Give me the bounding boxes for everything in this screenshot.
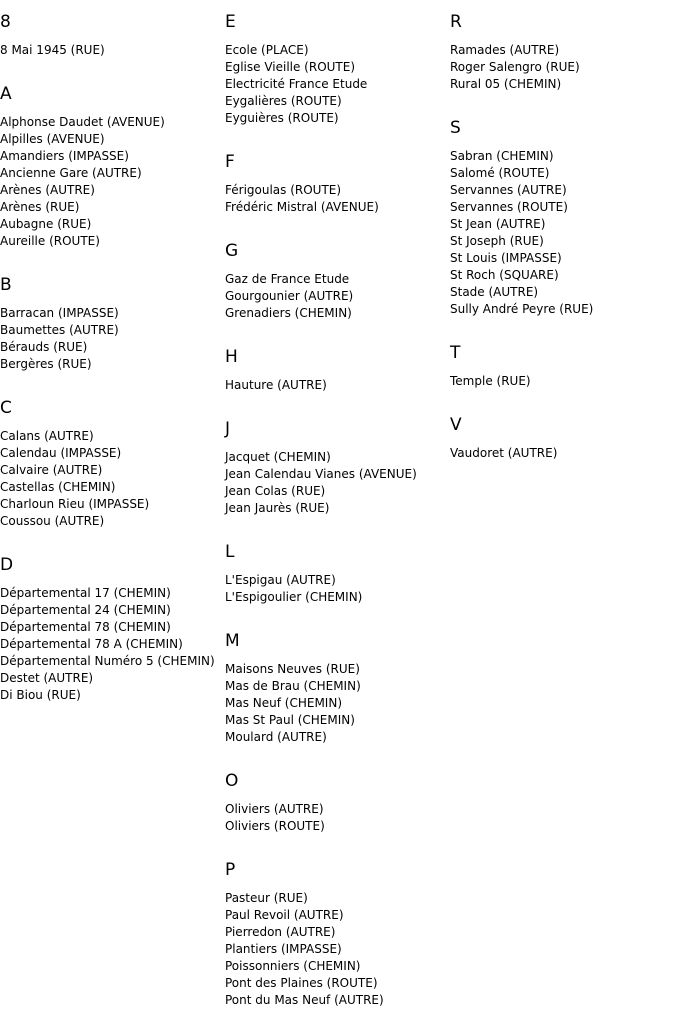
street-item: Mas Neuf (CHEMIN) (225, 696, 342, 710)
street-item: Bergères (RUE) (0, 357, 92, 371)
letter-section (450, 12, 675, 93)
street-item: Gaz de France Etude (225, 272, 350, 286)
street-item: L'Espigau (AUTRE) (225, 573, 336, 587)
street-item: Di Biou (RUE) (0, 688, 81, 702)
letter-section (450, 343, 675, 390)
street-item: Ramades (AUTRE) (450, 43, 560, 57)
street-item: Arènes (AUTRE) (0, 183, 95, 197)
street-item: Ancienne Gare (AUTRE) (0, 166, 142, 180)
street-item: Vaudoret (AUTRE) (450, 446, 558, 460)
section-letter-heading: S (450, 118, 461, 138)
street-item: Servannes (ROUTE) (450, 200, 568, 214)
street-list (0, 585, 225, 704)
street-list (225, 661, 450, 746)
street-item: Départemental Numéro 5 (CHEMIN) (0, 654, 215, 668)
street-item: Temple (RUE) (450, 374, 531, 388)
letter-section (225, 771, 450, 835)
street-list (225, 377, 450, 394)
street-item: Oliviers (AUTRE) (225, 802, 324, 816)
street-item: Aubagne (RUE) (0, 217, 92, 231)
street-item: Coussou (AUTRE) (0, 514, 105, 528)
street-list (225, 449, 450, 517)
street-item: Pasteur (RUE) (225, 891, 308, 905)
section-letter-heading: T (450, 343, 461, 363)
street-item: Départemental 78 (CHEMIN) (0, 620, 171, 634)
street-list (0, 305, 225, 373)
street-list (225, 42, 450, 127)
letter-section (225, 241, 450, 322)
street-list (0, 42, 225, 59)
section-letter-heading: V (450, 415, 462, 435)
street-item: 8 Mai 1945 (RUE) (0, 43, 105, 57)
section-letter-heading: B (0, 275, 12, 295)
section-letter-heading: A (0, 84, 12, 104)
street-item: Castellas (CHEMIN) (0, 480, 116, 494)
street-item: Ecole (PLACE) (225, 43, 309, 57)
street-item: Jacquet (CHEMIN) (225, 450, 331, 464)
street-item: Départemental 24 (CHEMIN) (0, 603, 171, 617)
street-item: St Louis (IMPASSE) (450, 251, 562, 265)
street-item: Grenadiers (CHEMIN) (225, 306, 352, 320)
street-item: Destet (AUTRE) (0, 671, 94, 685)
section-letter-heading: F (225, 152, 235, 172)
section-letter-heading: J (225, 419, 231, 439)
section-letter-heading: H (225, 347, 238, 367)
street-item: Jean Colas (RUE) (225, 484, 326, 498)
section-letter-heading: E (225, 12, 236, 32)
street-item: Eglise Vieille (ROUTE) (225, 60, 356, 74)
letter-section (225, 542, 450, 606)
letter-section (225, 152, 450, 216)
street-item: Départemental 78 A (CHEMIN) (0, 637, 183, 651)
street-item: St Jean (AUTRE) (450, 217, 546, 231)
street-item: Salomé (ROUTE) (450, 166, 550, 180)
letter-section (225, 631, 450, 746)
letter-section (450, 118, 675, 318)
street-item: Pierredon (AUTRE) (225, 925, 336, 939)
street-item: Alpilles (AVENUE) (0, 132, 105, 146)
street-item: Calendau (IMPASSE) (0, 446, 122, 460)
street-item: L'Espigoulier (CHEMIN) (225, 590, 363, 604)
street-column-2 (225, 12, 450, 1034)
section-letter-heading: 8 (0, 12, 11, 32)
street-item: Frédéric Mistral (AVENUE) (225, 200, 379, 214)
street-item: Moulard (AUTRE) (225, 730, 327, 744)
street-item: Charloun Rieu (IMPASSE) (0, 497, 150, 511)
street-item: Plantiers (IMPASSE) (225, 942, 342, 956)
street-item: Pont du Mas Neuf (AUTRE) (225, 993, 384, 1007)
letter-section (450, 415, 675, 462)
letter-section (0, 275, 225, 373)
street-list (225, 572, 450, 606)
letter-section (0, 12, 225, 59)
street-column-3 (450, 12, 675, 487)
street-item: Jean Jaurès (RUE) (225, 501, 330, 515)
street-item: Calvaire (AUTRE) (0, 463, 103, 477)
street-item: Paul Revoil (AUTRE) (225, 908, 344, 922)
street-item: Arènes (RUE) (0, 200, 80, 214)
street-item: Baumettes (AUTRE) (0, 323, 119, 337)
letter-section (225, 419, 450, 517)
street-column-1 (0, 12, 225, 729)
street-item: Pont des Plaines (ROUTE) (225, 976, 378, 990)
letter-section (0, 555, 225, 704)
street-item: Roger Salengro (RUE) (450, 60, 580, 74)
street-list (225, 271, 450, 322)
street-item: Rural 05 (CHEMIN) (450, 77, 562, 91)
street-item: Férigoulas (ROUTE) (225, 183, 342, 197)
section-letter-heading: L (225, 542, 235, 562)
street-item: Amandiers (IMPASSE) (0, 149, 129, 163)
street-item: Calans (AUTRE) (0, 429, 94, 443)
street-item: Eyguières (ROUTE) (225, 111, 339, 125)
street-list (225, 890, 450, 1009)
street-item: Mas St Paul (CHEMIN) (225, 713, 355, 727)
street-list (225, 801, 450, 835)
section-letter-heading: G (225, 241, 239, 261)
street-item: Mas de Brau (CHEMIN) (225, 679, 361, 693)
street-item: Electricité France Etude (225, 77, 368, 91)
section-letter-heading: R (450, 12, 462, 32)
section-letter-heading: C (0, 398, 12, 418)
street-item: Sabran (CHEMIN) (450, 149, 554, 163)
street-item: Barracan (IMPASSE) (0, 306, 119, 320)
street-item: Stade (AUTRE) (450, 285, 539, 299)
street-item: Sully André Peyre (RUE) (450, 302, 594, 316)
letter-section (225, 12, 450, 127)
street-list (0, 114, 225, 250)
street-list (450, 148, 675, 318)
street-item: Maisons Neuves (RUE) (225, 662, 360, 676)
section-letter-heading: M (225, 631, 240, 651)
street-item: St Roch (SQUARE) (450, 268, 559, 282)
street-item: Poissonniers (CHEMIN) (225, 959, 361, 973)
street-item: Servannes (AUTRE) (450, 183, 567, 197)
section-letter-heading: O (225, 771, 239, 791)
section-letter-heading: P (225, 860, 236, 880)
street-list (450, 373, 675, 390)
street-item: Bérauds (RUE) (0, 340, 88, 354)
street-list (450, 42, 675, 93)
street-item: Départemental 17 (CHEMIN) (0, 586, 171, 600)
street-item: Gourgounier (AUTRE) (225, 289, 354, 303)
street-list (450, 445, 675, 462)
street-item: St Joseph (RUE) (450, 234, 544, 248)
section-letter-heading: D (0, 555, 14, 575)
letter-section (225, 860, 450, 1009)
street-list (0, 428, 225, 530)
street-item: Aureille (ROUTE) (0, 234, 100, 248)
street-item: Alphonse Daudet (AVENUE) (0, 115, 165, 129)
letter-section (0, 398, 225, 530)
letter-section (225, 347, 450, 394)
street-item: Eygalières (ROUTE) (225, 94, 342, 108)
letter-section (0, 84, 225, 250)
street-item: Hauture (AUTRE) (225, 378, 327, 392)
street-item: Jean Calendau Vianes (AVENUE) (225, 467, 417, 481)
street-item: Oliviers (ROUTE) (225, 819, 325, 833)
street-list (225, 182, 450, 216)
